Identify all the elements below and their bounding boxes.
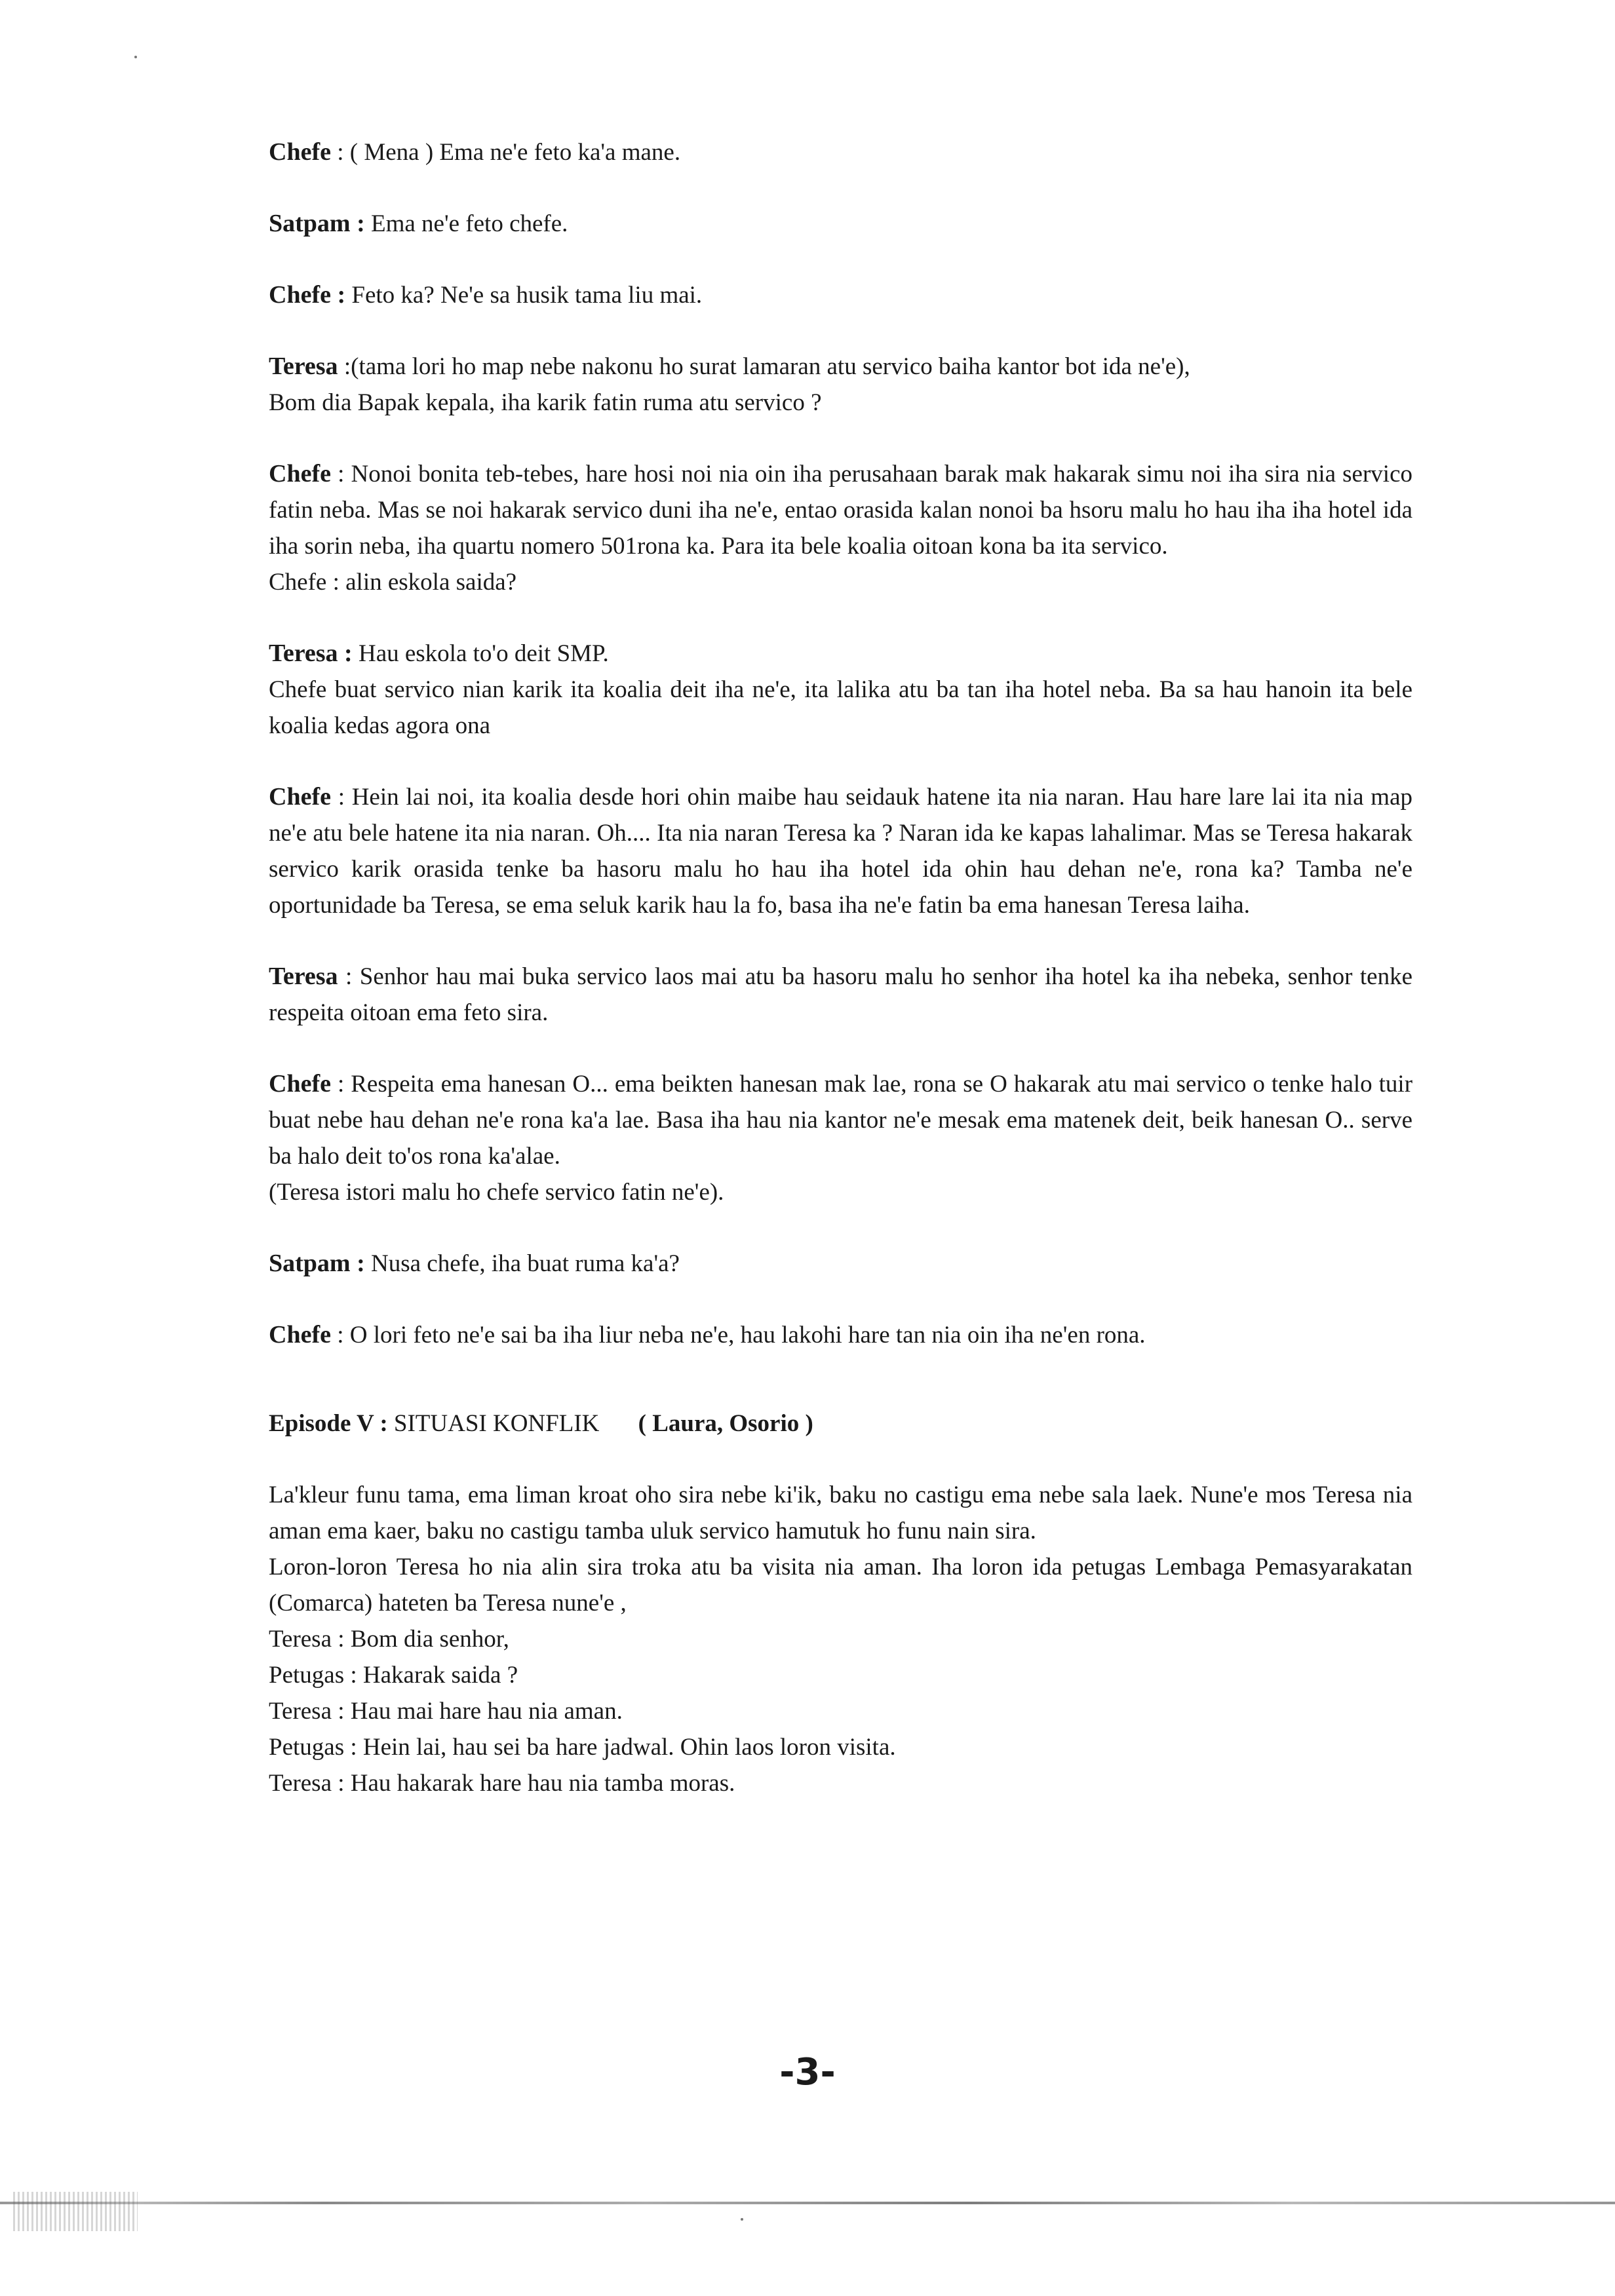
page-number: -3- bbox=[779, 2051, 836, 2094]
episode-title: SITUASI KONFLIK bbox=[393, 1410, 600, 1437]
episode-heading bbox=[269, 1406, 1412, 1442]
dialogue-text: Ema ne'e feto chefe. bbox=[370, 210, 568, 237]
speaker-name: Teresa : bbox=[269, 640, 353, 667]
dialogue-text: :(tama lori ho map nebe nakonu ho surat lamaran atu servico baiha kantor bot ida ne'e), bbox=[343, 353, 1190, 380]
dialogue-teresa-3 bbox=[269, 959, 1412, 1031]
dialogue-satpam-2 bbox=[269, 1246, 1412, 1282]
dialogue-text: : Hein lai noi, ita koalia desde hori ohin maibe hau seidauk hatene ita nia naran. Hau hare lare lai ita nia map ne'e atu bele hatene ita nia naran. Oh.... Ita nia naran Teresa ka ? Naran ida ke kapas lahalimar. Mas se Teresa hakarak servico karik orasida tenke ba hasoru malu ho hau iha hotel ida ohin hau dehan ne'e, rona ka? Tamba ne'e oportunidade ba Teresa, se ema seluk karik hau la fo, basa iha ne'e fatin ba ema hanesan Teresa laiha. bbox=[269, 784, 1412, 919]
dialogue-text: Bom dia Bapak kepala, iha karik fatin ruma atu servico ? bbox=[269, 389, 822, 416]
dialogue-text: Nusa chefe, iha buat ruma ka'a? bbox=[370, 1250, 680, 1277]
dialogue-text: : Nonoi bonita teb-tebes, hare hosi noi nia oin iha perusahaan barak mak hakarak simu noi iha sira nia servico fatin neba. Mas se noi hakarak servico duni iha ne'e, entao orasida kalan nonoi ba hsoru malu ho hau iha iha hotel ida iha sorin neba, iha quartu nomero 501rona ka. Para ita bele koalia oitoan kona ba ita servico. bbox=[269, 461, 1412, 560]
scan-speck bbox=[134, 56, 137, 58]
document-body bbox=[269, 134, 1412, 1801]
dialogue-text: : Senhor hau mai buka servico laos mai atu ba hasoru malu ho senhor iha hotel ka iha nebeka, senhor tenke respeita oitoan ema feto sira. bbox=[269, 963, 1412, 1026]
narrative-line: Teresa : Bom dia senhor, bbox=[269, 1626, 509, 1653]
speaker-name: Chefe : bbox=[269, 281, 346, 309]
episode-cast: ( Laura, Osorio ) bbox=[638, 1410, 813, 1437]
narrative-line: Teresa : Hau mai hare hau nia aman. bbox=[269, 1698, 623, 1725]
speaker-name: Chefe bbox=[269, 138, 331, 166]
dialogue-teresa-2 bbox=[269, 636, 1412, 744]
stage-direction: (Teresa istori malu ho chefe servico fatin ne'e). bbox=[269, 1179, 724, 1206]
dialogue-chefe-3 bbox=[269, 456, 1412, 600]
dialogue-text: Hau eskola to'o deit SMP. bbox=[358, 640, 609, 667]
scan-speck bbox=[741, 2218, 743, 2221]
speaker-name: Satpam : bbox=[269, 210, 365, 237]
narrative-paragraph: Loron-loron Teresa ho nia alin sira troka atu ba visita nia aman. Iha loron ida petugas Lembaga Pemasyarakatan (Comarca) hateten ba Teresa nune'e , bbox=[269, 1554, 1412, 1617]
dialogue-text: : Respeita ema hanesan O... ema beikten hanesan mak lae, rona se O hakarak atu mai servico o tenke halo tuir buat nebe hau dehan ne'e rona ka'a lae. Basa iha hau nia kantor ne'e mesak ema matenek deit, beik hanesan O.. serve ba halo deit to'os rona ka'alae. bbox=[269, 1071, 1413, 1170]
dialogue-text: : ( Mena ) Ema ne'e feto ka'a mane. bbox=[337, 139, 681, 166]
scan-edge-line bbox=[0, 2202, 1615, 2204]
dialogue-chefe-6 bbox=[269, 1317, 1412, 1353]
speaker-name: Chefe bbox=[269, 460, 331, 488]
narrative-paragraph: La'kleur funu tama, ema liman kroat oho sira nebe ki'ik, baku no castigu ema nebe sala laek. Nune'e mos Teresa nia aman ema kaer, baku no castigu tamba uluk servico hamutuk ho funu nain sira. bbox=[269, 1482, 1412, 1544]
dialogue-text: : O lori feto ne'e sai ba iha liur neba ne'e, hau lakohi hare tan nia oin iha ne'en rona. bbox=[337, 1322, 1146, 1349]
dialogue-teresa-1 bbox=[269, 349, 1412, 421]
dialogue-chefe-1 bbox=[269, 134, 1412, 170]
speaker-name: Satpam : bbox=[269, 1250, 365, 1277]
scan-smudge bbox=[13, 2192, 138, 2231]
narrative-line: Petugas : Hakarak saida ? bbox=[269, 1662, 518, 1689]
dialogue-chefe-4 bbox=[269, 779, 1412, 923]
narrative-section bbox=[269, 1477, 1412, 1801]
dialogue-text: Chefe : alin eskola saida? bbox=[269, 569, 517, 596]
speaker-name: Teresa bbox=[269, 353, 338, 380]
narrative-line: Teresa : Hau hakarak hare hau nia tamba moras. bbox=[269, 1770, 735, 1797]
speaker-name: Teresa bbox=[269, 963, 338, 990]
speaker-name: Chefe bbox=[269, 1070, 331, 1098]
dialogue-text: Chefe buat servico nian karik ita koalia deit iha ne'e, ita lalika atu ba tan iha hotel neba. Ba sa hau hanoin ita bele koalia kedas agora ona bbox=[269, 676, 1412, 739]
speaker-name: Chefe bbox=[269, 783, 331, 811]
dialogue-text: Feto ka? Ne'e sa husik tama liu mai. bbox=[351, 282, 703, 309]
narrative-line: Petugas : Hein lai, hau sei ba hare jadwal. Ohin laos loron visita. bbox=[269, 1734, 896, 1761]
episode-label: Episode V : bbox=[269, 1410, 388, 1437]
speaker-name: Chefe bbox=[269, 1321, 331, 1349]
dialogue-chefe-2 bbox=[269, 277, 1412, 313]
dialogue-chefe-5 bbox=[269, 1066, 1412, 1210]
dialogue-satpam-1 bbox=[269, 206, 1412, 242]
